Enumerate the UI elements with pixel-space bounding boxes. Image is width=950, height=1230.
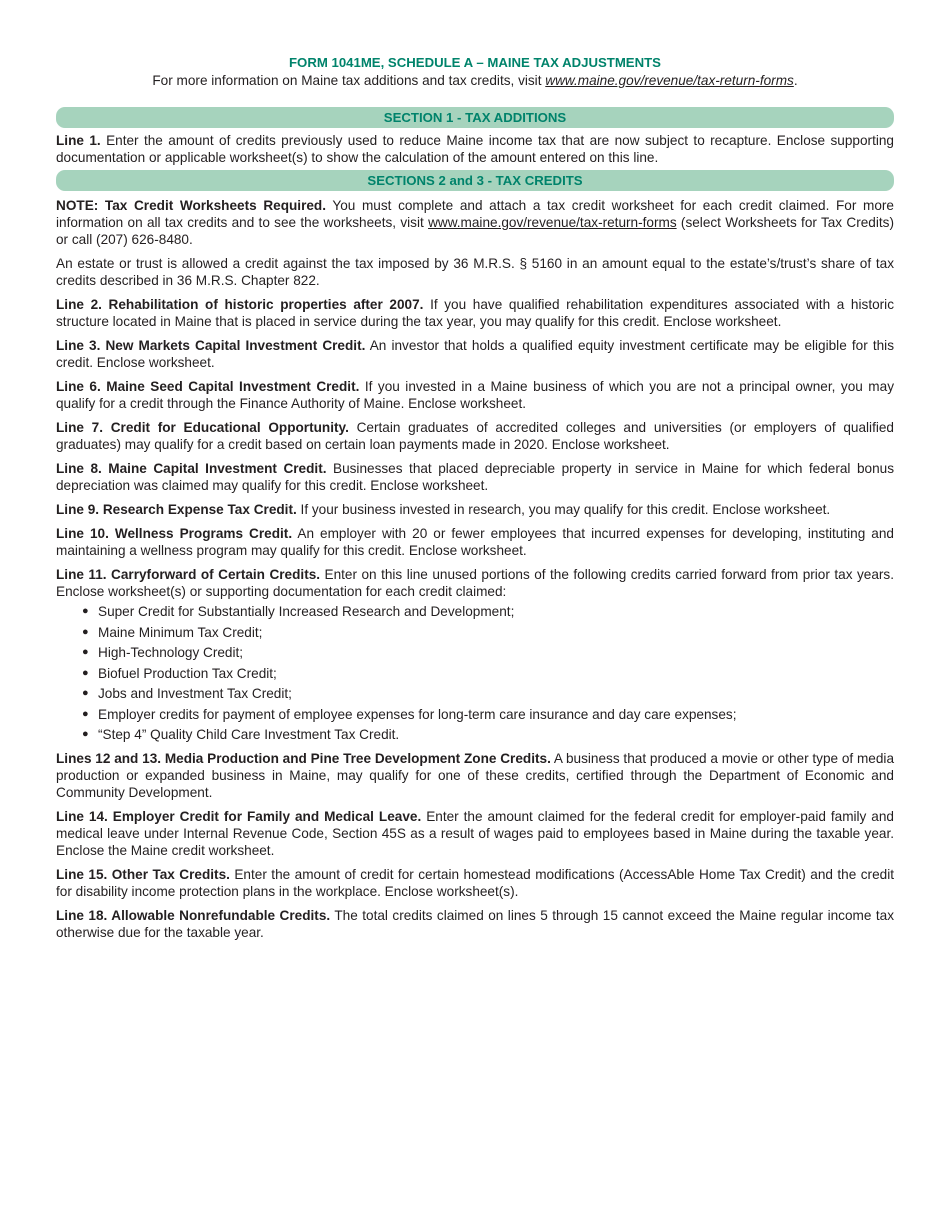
list-item-text: Maine Minimum Tax Credit; <box>98 624 263 640</box>
document-page <box>56 0 894 941</box>
line8-label: Line 8. Maine Capital Investment Credit. <box>56 461 327 476</box>
line18-label: Line 18. Allowable Nonrefundable Credits. <box>56 908 331 923</box>
worksheets-link[interactable]: www.maine.gov/revenue/tax-return-forms <box>428 215 677 230</box>
list-item-text: High-Technology Credit; <box>98 645 244 660</box>
line3-paragraph <box>56 337 894 371</box>
line12-13-label: Lines 12 and 13. Media Production and Pine Tree Development Zone Credits. <box>56 751 551 766</box>
list-item-text: “Step 4” Quality Child Care Investment Tax Credit. <box>98 727 400 742</box>
list-item-text: Super Credit for Substantially Increased Research and Development; <box>98 604 515 619</box>
line12-13-paragraph <box>56 750 894 801</box>
bullet-icon: ● <box>82 687 89 699</box>
line14-text: Enter the amount claimed for the federal credit for employer-paid family and medical leave under Internal Revenue Code, Section 45S as a result of wages paid to employees based in Maine during the taxable year. Enclose the Maine credit worksheet. <box>56 809 894 858</box>
line11-text: Enter on this line unused portions of the following credits carried forward from prior tax years. Enclose worksheet(s) or supporting documentation for each credit claimed: <box>56 567 894 599</box>
line6-label: Line 6. Maine Seed Capital Investment Credit. <box>56 379 360 394</box>
list-item <box>82 644 894 661</box>
line15-paragraph <box>56 866 894 900</box>
carryforward-list <box>56 603 894 743</box>
line3-label: Line 3. New Markets Capital Investment Credit. <box>56 338 366 353</box>
line9-paragraph <box>56 501 894 518</box>
line14-paragraph <box>56 808 894 859</box>
line14-label: Line 14. Employer Credit for Family and Medical Leave. <box>56 809 422 824</box>
note-label: NOTE: Tax Credit Worksheets Required. <box>56 198 327 213</box>
line10-paragraph <box>56 525 894 559</box>
line8-paragraph <box>56 460 894 494</box>
bullet-icon: ● <box>82 707 89 720</box>
line7-paragraph <box>56 419 894 453</box>
list-item <box>82 706 894 723</box>
subtitle-end: . <box>793 73 798 88</box>
estate-paragraph: An estate or trust is allowed a credit against the tax imposed by 36 M.R.S. § 5160 in an amount equal to the estate’s/trust’s share of tax credits described in 36 M.R.S. Chapter 822. <box>56 256 894 288</box>
line15-text: Enter the amount of credit for certain homestead modifications (AccessAble Home Tax Credit) and the credit for disability income protection plans in the workplace. Enclose worksheet(s). <box>56 867 894 899</box>
subtitle-text: For more information on Maine tax additions and tax credits, visit <box>152 73 546 88</box>
note-text: You must complete and attach a tax credit worksheet for each credit claimed. For more information on all tax credits and to see the worksheets, visit <box>56 198 894 230</box>
list-item-text: Jobs and Investment Tax Credit; <box>98 686 292 701</box>
note-end: (select Worksheets for Tax Credits) or call (207) 626-8480. <box>56 215 894 247</box>
line12-13-text: A business that produced a movie or other type of media production or expanded business in Maine, may qualify for one of these credits, certified through the Department of Economic and Community Development. <box>56 751 894 800</box>
line2-text: If you have qualified rehabilitation expenditures associated with a historic structure located in Maine that is placed in service during the tax year, you may qualify for this credit. Enclose worksheet. <box>56 297 894 329</box>
line1-paragraph <box>56 132 894 166</box>
section23-heading: SECTIONS 2 and 3 - TAX CREDITS <box>56 170 894 191</box>
line7-label: Line 7. Credit for Educational Opportunity. <box>56 420 349 435</box>
list-item <box>82 603 894 620</box>
line2-label: Line 2. Rehabilitation of historic properties after 2007. <box>56 297 424 312</box>
list-item <box>82 665 894 682</box>
bullet-icon: ● <box>82 728 89 740</box>
line18-paragraph <box>56 907 894 941</box>
line1-label: Line 1. <box>56 133 101 148</box>
line9-text: If your business invested in research, you may qualify for this credit. Enclose worksheet. <box>296 502 831 517</box>
line18-text: The total credits claimed on lines 5 through 15 cannot exceed the Maine regular income tax otherwise due for the taxable year. <box>56 908 894 940</box>
form-subtitle <box>56 72 894 89</box>
bullet-icon: ● <box>82 625 89 638</box>
bullet-icon: ● <box>82 605 89 617</box>
line3-text: An investor that holds a qualified equity investment certificate may be eligible for this credit. Enclose worksheet. <box>56 338 894 370</box>
list-item <box>82 685 894 702</box>
line1-text: Enter the amount of credits previously used to reduce Maine income tax that are now subject to recapture. Enclose supporting documentation or applicable worksheet(s) to show the calculation of the amount entered on this line. <box>56 133 894 165</box>
line11-paragraph <box>56 566 894 600</box>
line7-text: Certain graduates of accredited colleges and universities (or employers of qualified graduates) may qualify for a credit based on certain loan payments made in 2020. Enclose worksheet. <box>56 420 894 452</box>
list-item <box>82 726 894 743</box>
section1-heading: SECTION 1 - TAX ADDITIONS <box>56 107 894 128</box>
form-title: FORM 1041ME, SCHEDULE A – MAINE TAX ADJUSTMENTS <box>289 55 661 70</box>
line8-text: Businesses that placed depreciable property in service in Maine for which federal bonus depreciation was claimed may qualify for this credit. Enclose worksheet. <box>56 461 894 493</box>
list-item <box>82 624 894 641</box>
line10-label: Line 10. Wellness Programs Credit. <box>56 526 293 541</box>
bullet-icon: ● <box>82 666 89 679</box>
note-paragraph <box>56 197 894 248</box>
bullet-icon: ● <box>82 646 89 658</box>
tax-forms-link[interactable]: www.maine.gov/revenue/tax-return-forms <box>545 73 794 88</box>
line6-paragraph <box>56 378 894 412</box>
line10-text: An employer with 20 or fewer employees that incurred expenses for developing, instituting and maintaining a wellness program may qualify for this credit. Enclose worksheet. <box>56 526 894 558</box>
list-item-text: Employer credits for payment of employee expenses for long-term care insurance and day care expenses; <box>98 706 737 722</box>
line2-paragraph <box>56 296 894 330</box>
line11-label: Line 11. Carryforward of Certain Credits. <box>56 567 321 582</box>
line6-text: If you invested in a Maine business of which you are not a principal owner, you may qualify for a credit through the Finance Authority of Maine. Enclose worksheet. <box>56 379 894 411</box>
line15-label: Line 15. Other Tax Credits. <box>56 867 230 882</box>
list-item-text: Biofuel Production Tax Credit; <box>98 665 277 681</box>
line9-label: Line 9. Research Expense Tax Credit. <box>56 502 297 517</box>
